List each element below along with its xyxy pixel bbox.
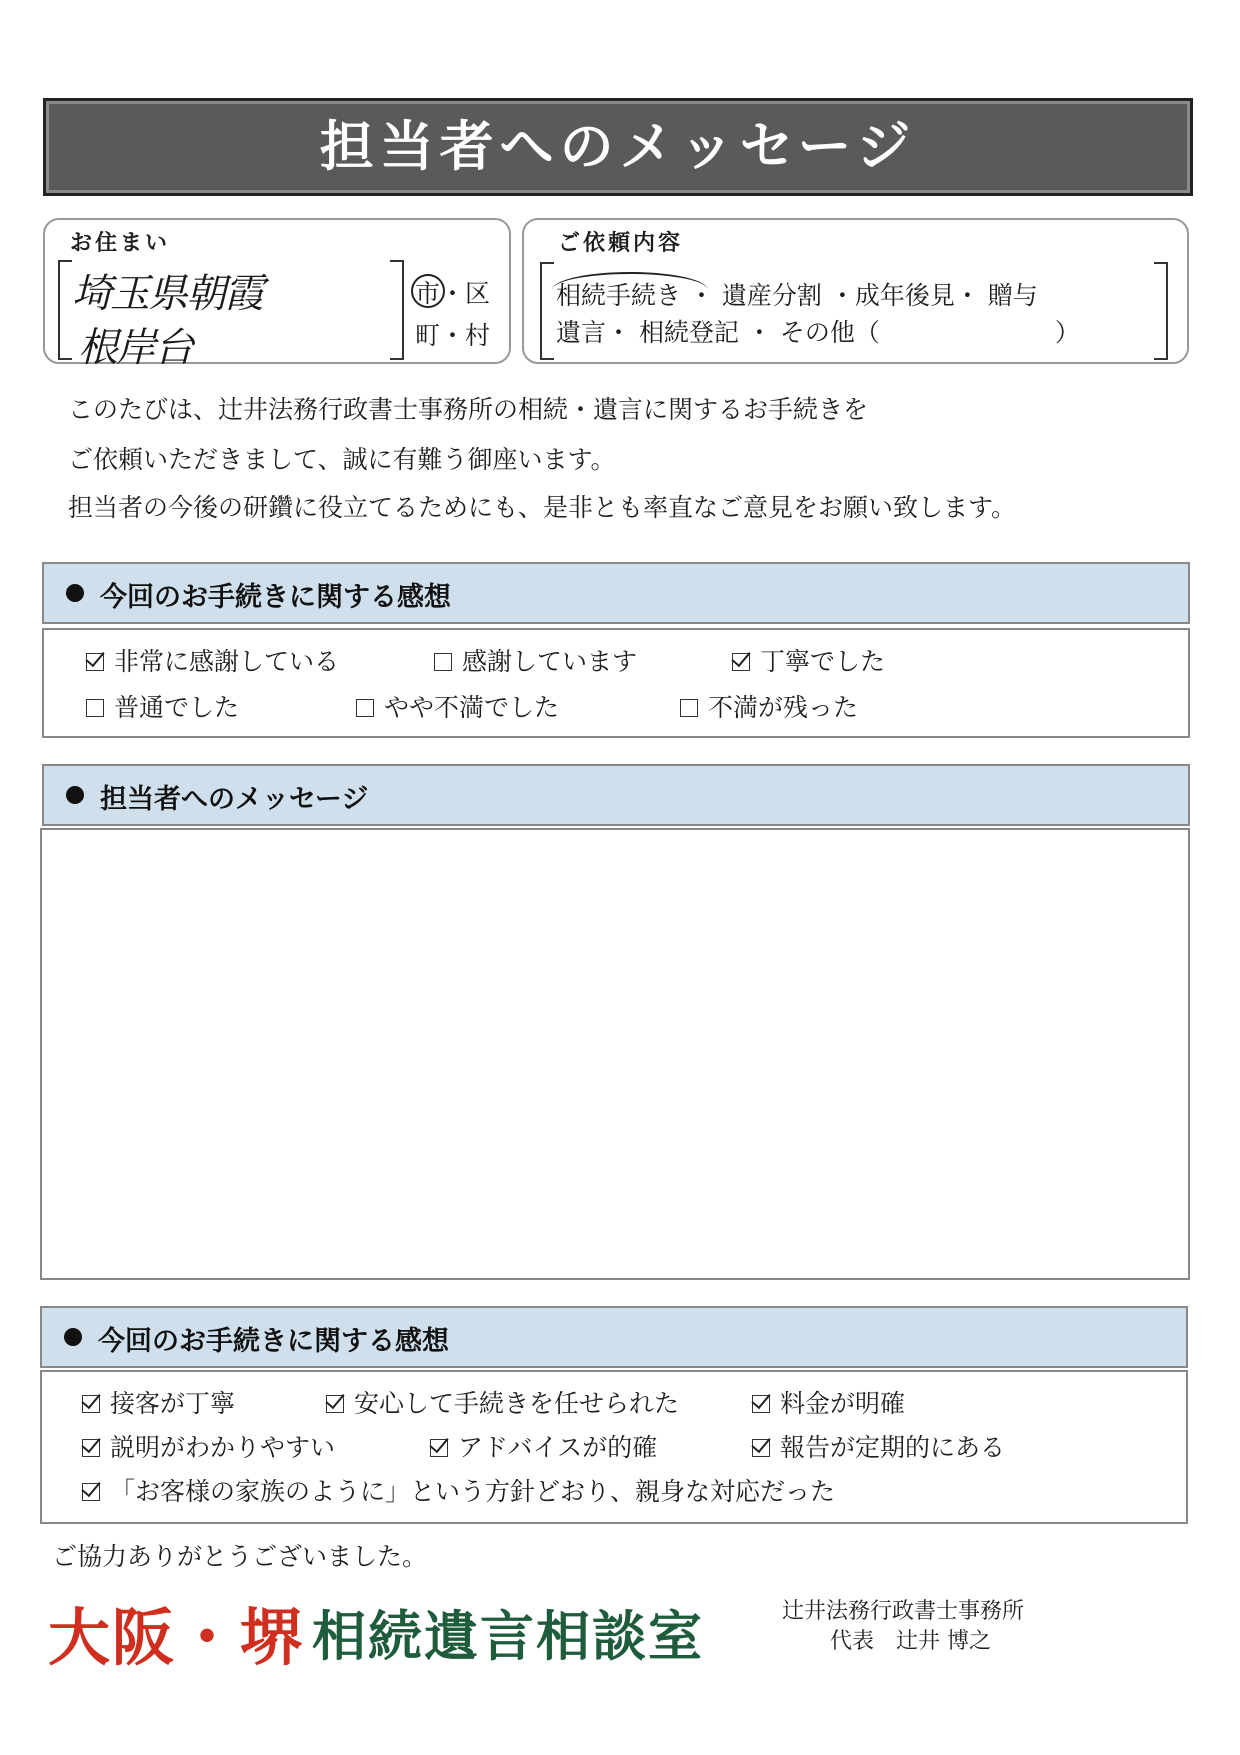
page-title: 担当者へのメッセージ [319,115,917,178]
section3-title: 今回のお手続きに関する感想 [98,1326,449,1357]
checkbox-empty-icon [86,699,104,717]
brand-logo-green: 相続遺言相談室 [312,1605,704,1668]
checkbox-option[interactable]: 不満が残った [680,688,858,724]
request-bracket-left [540,262,554,360]
address-bracket-right [390,260,404,360]
office-name: 辻井法務行政書士事務所 [782,1599,1025,1624]
representative-name: 代表 辻井 博之 [830,1629,991,1654]
section1-title: 今回のお手続きに関する感想 [100,582,451,613]
request-line2: 遺言・ 相続登記 ・ その他（ ） [556,318,1080,347]
request-line1: 相続手続き ・ 遺産分割 ・成年後見・ 贈与 [556,281,1038,310]
checkbox-checked-icon [82,1439,100,1457]
checkbox-option[interactable]: 接客が丁寧 [82,1384,235,1420]
intro-line-1: このたびは、辻井法務行政書士事務所の相続・遺言に関するお手続きを [68,395,869,424]
thanks-text: ご協力ありがとうございました。 [52,1542,428,1571]
message-area[interactable] [40,828,1190,1280]
address-unit-row2: 町・村 [415,321,491,350]
checkbox-checked-icon [82,1483,100,1501]
checkbox-option[interactable]: 丁寧でした [732,642,885,678]
checkbox-option[interactable]: 説明がわかりやすい [82,1428,335,1464]
checkbox-option[interactable]: 安心して手続きを任せられた [326,1384,679,1420]
checkbox-checked-icon [752,1439,770,1457]
bullet-icon [64,1328,82,1346]
bullet-icon [66,584,84,602]
bullet-icon [66,786,84,804]
request-label: ご依頼内容 [558,231,684,256]
checkbox-checked-icon [732,653,750,671]
address-handwritten-town: 根岸台 [78,325,192,371]
checkbox-option[interactable]: やや不満でした [356,688,559,724]
checkbox-checked-icon [430,1439,448,1457]
checkbox-empty-icon [680,699,698,717]
brand-logo-red: 大阪・堺 [48,1601,305,1674]
checkbox-option[interactable]: 報告が定期的にある [752,1428,1005,1464]
address-handwritten-prefecture-city: 埼玉県朝霞 [72,271,262,317]
checkbox-empty-icon [434,653,452,671]
intro-line-2: ご依頼いただきまして、誠に有難う御座います。 [68,445,616,474]
checkbox-option[interactable]: 料金が明確 [752,1384,905,1420]
intro-line-3: 担当者の今後の研鑽に役立てるためにも、是非とも率直なご意見をお願い致します。 [68,493,1017,522]
request-bracket-right [1154,262,1168,360]
checkbox-checked-icon [82,1395,100,1413]
section2-title: 担当者へのメッセージ [100,784,369,815]
address-bracket-left [58,260,72,360]
checkbox-option[interactable]: 普通でした [86,688,239,724]
checkbox-checked-icon [752,1395,770,1413]
address-unit-row1: 市・区 [415,279,491,308]
checkbox-option[interactable]: 非常に感謝している [86,642,339,678]
checkbox-option[interactable]: アドバイスが的確 [430,1428,657,1464]
checkbox-checked-icon [326,1395,344,1413]
checkbox-option[interactable]: 感謝しています [434,642,637,678]
address-label: お住まい [70,231,171,256]
checkbox-option[interactable]: 「お客様の家族のように」という方針どおり、親身な対応だった [82,1472,835,1508]
checkbox-empty-icon [356,699,374,717]
checkbox-checked-icon [86,653,104,671]
